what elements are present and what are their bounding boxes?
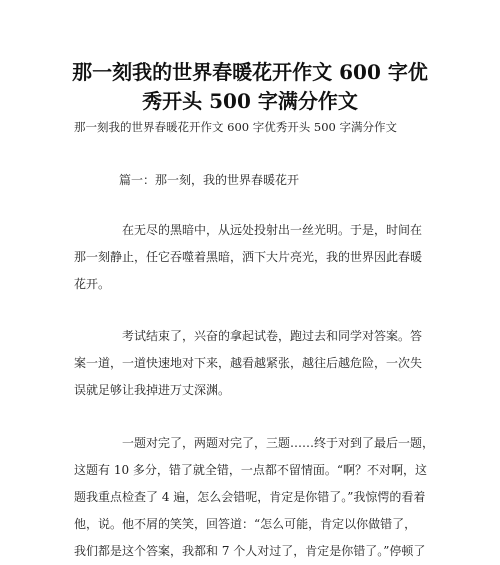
paragraph-2 (74, 323, 444, 404)
paragraph-line: 他，说。他不屑的笑笑，回答道：“怎么可能，肯定以你做错了， (74, 517, 417, 531)
title-line-2: 秀开头 500 字满分作文 (142, 89, 358, 113)
paragraph-line: 案一道，一道快速地对下来，越看越紧张，越往后越危险，一次失 (74, 356, 423, 370)
paragraph-line: 我们都是这个答案，我都和 7 个人对过了，肯定是你错了。”停顿了 (74, 544, 426, 558)
paragraph-line: 误就足够让我掉进万丈深渊。 (74, 383, 231, 397)
paragraph-line: 考试结束了，兴奋的拿起试卷，跑过去和同学对答案。答 (122, 329, 423, 343)
title-line-1: 那一刻我的世界春暖花开作文 600 字优 (72, 60, 428, 84)
document-title (60, 58, 440, 116)
paragraph-line: 题我重点检查了 4 遍，怎么会错呢，肯定是你错了。”我惊愕的看着 (74, 490, 426, 504)
document-subtitle: 那一刻我的世界春暖花开作文 600 字优秀开头 500 字满分作文 (74, 120, 398, 134)
section-heading: 篇一：那一刻，我的世界春暖花开 (119, 173, 300, 187)
paragraph-line: 在无尽的黑暗中，从远处投射出一丝光明。于是，时间在 (122, 223, 423, 237)
paragraph-line: 这题有 10 多分，错了就全错，一点都不留情面。“啊？不对啊，这 (74, 463, 428, 477)
paragraph-3 (74, 430, 444, 565)
paragraph-1 (74, 217, 444, 298)
paragraph-line: 一题对完了，两题对完了，三题……终于对到了最后一题， (122, 436, 435, 450)
paragraph-line: 那一刻静止，任它吞噬着黑暗，洒下大片亮光，我的世界因此春暖 (74, 250, 423, 264)
paragraph-line: 花开。 (74, 277, 111, 291)
